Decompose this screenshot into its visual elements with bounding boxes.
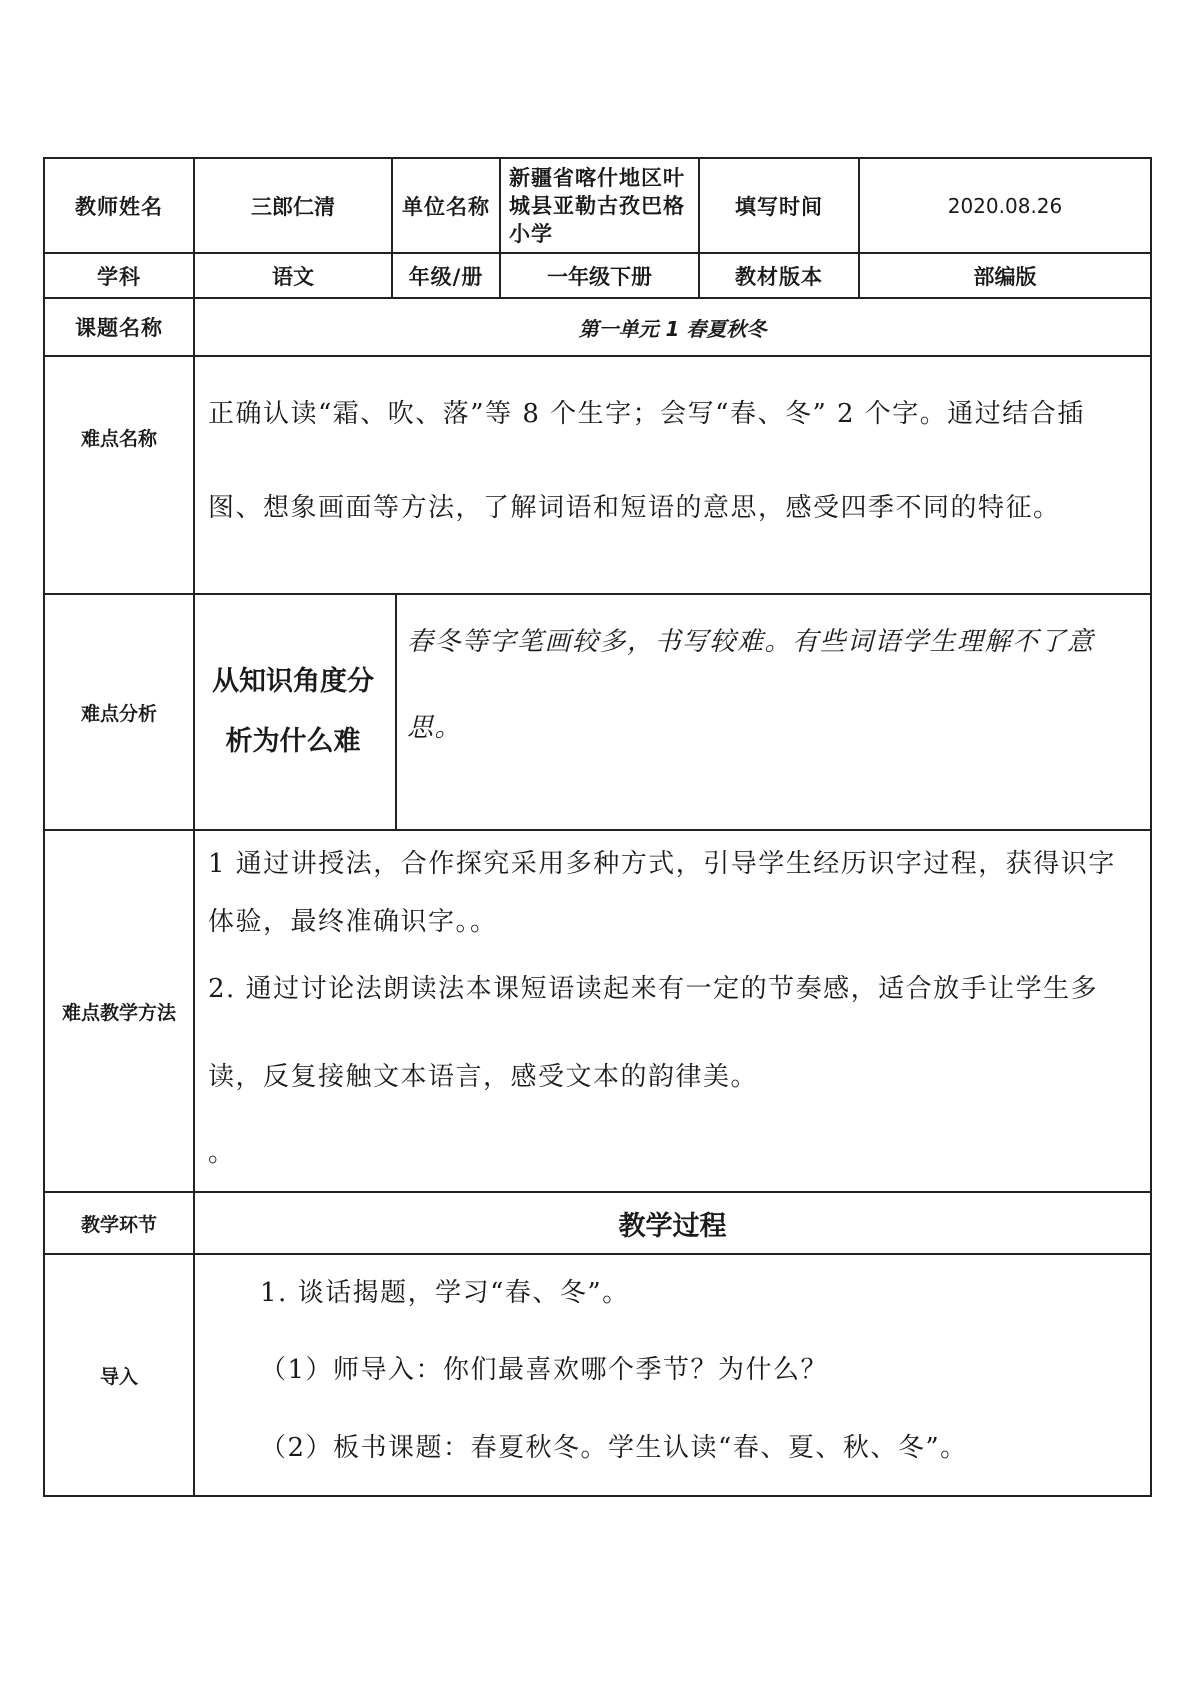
method-paragraph-1: 1 通过讲授法，合作探究采用多种方式，引导学生经历识字过程，获得识字体验，最终准确识字。。 — [208, 849, 1116, 937]
row-divider — [43, 829, 1152, 831]
row-divider — [43, 355, 1152, 357]
method-paragraph-2: 2. 通过讨论法朗读法本课短语读起来有一定的节奏感，适合放手让学生多读，反复接触文本语言，感受文本的韵律美。 — [208, 974, 1099, 1092]
fill-time-label: 填写时间 — [735, 194, 823, 219]
teaching-method-content — [208, 835, 1143, 1190]
teaching-method-label: 难点教学方法 — [61, 1001, 176, 1024]
lesson-plan-table — [43, 157, 1152, 1497]
teaching-stage-label: 教学环节 — [80, 1213, 157, 1236]
column-divider — [395, 593, 397, 830]
intro-content — [208, 1255, 1143, 1493]
table-border — [43, 1495, 1152, 1497]
edition-label: 教材版本 — [735, 264, 823, 289]
grade-value: 一年级下册 — [547, 264, 652, 289]
teaching-process-label: 教学过程 — [618, 1210, 727, 1242]
table-border — [1150, 157, 1152, 1497]
difficulty-name-text: 正确认读“霜、吹、落”等 8 个生字；会写“春、冬” 2 个字。通过结合插图、想象画面等方法，了解词语和短语的意思，感受四季不同的特征。 — [208, 399, 1085, 523]
difficulty-name-label: 难点名称 — [80, 427, 157, 450]
intro-line-1: 1. 谈话揭题，学习“春、冬”。 — [260, 1278, 630, 1308]
method-paragraph-3: 。 — [208, 1138, 236, 1168]
grade-label: 年级/册 — [408, 264, 484, 289]
unit-name-value: 新疆省喀什地区叶城县亚勒古孜巴格小学 — [509, 165, 685, 246]
intro-label: 导入 — [99, 1365, 138, 1388]
subject-value: 语文 — [272, 264, 314, 289]
topic-value: 第一单元 1 春夏秋冬 — [578, 316, 767, 341]
fill-time-value: 2020.08.26 — [947, 193, 1063, 218]
intro-line-2: （1）师导入：你们最喜欢哪个季节？为什么？ — [260, 1355, 829, 1385]
topic-label: 课题名称 — [75, 316, 163, 340]
subject-label: 学科 — [97, 264, 141, 289]
edition-value: 部编版 — [973, 264, 1037, 289]
column-divider — [193, 157, 195, 1497]
teacher-name-value: 三郎仁清 — [251, 194, 335, 219]
analysis-knowledge-label: 从知识角度分析为什么难 — [212, 666, 374, 757]
difficulty-analysis-label: 难点分析 — [80, 702, 157, 725]
difficulty-analysis-text: 春冬等字笔画较多，书写较难。有些词语学生理解不了意思。 — [407, 627, 1095, 743]
unit-name-label: 单位名称 — [402, 194, 490, 219]
intro-line-3: （2）板书课题：春夏秋冬。学生认读“春、夏、秋、冬”。 — [260, 1433, 968, 1463]
teacher-name-label: 教师姓名 — [75, 194, 163, 219]
